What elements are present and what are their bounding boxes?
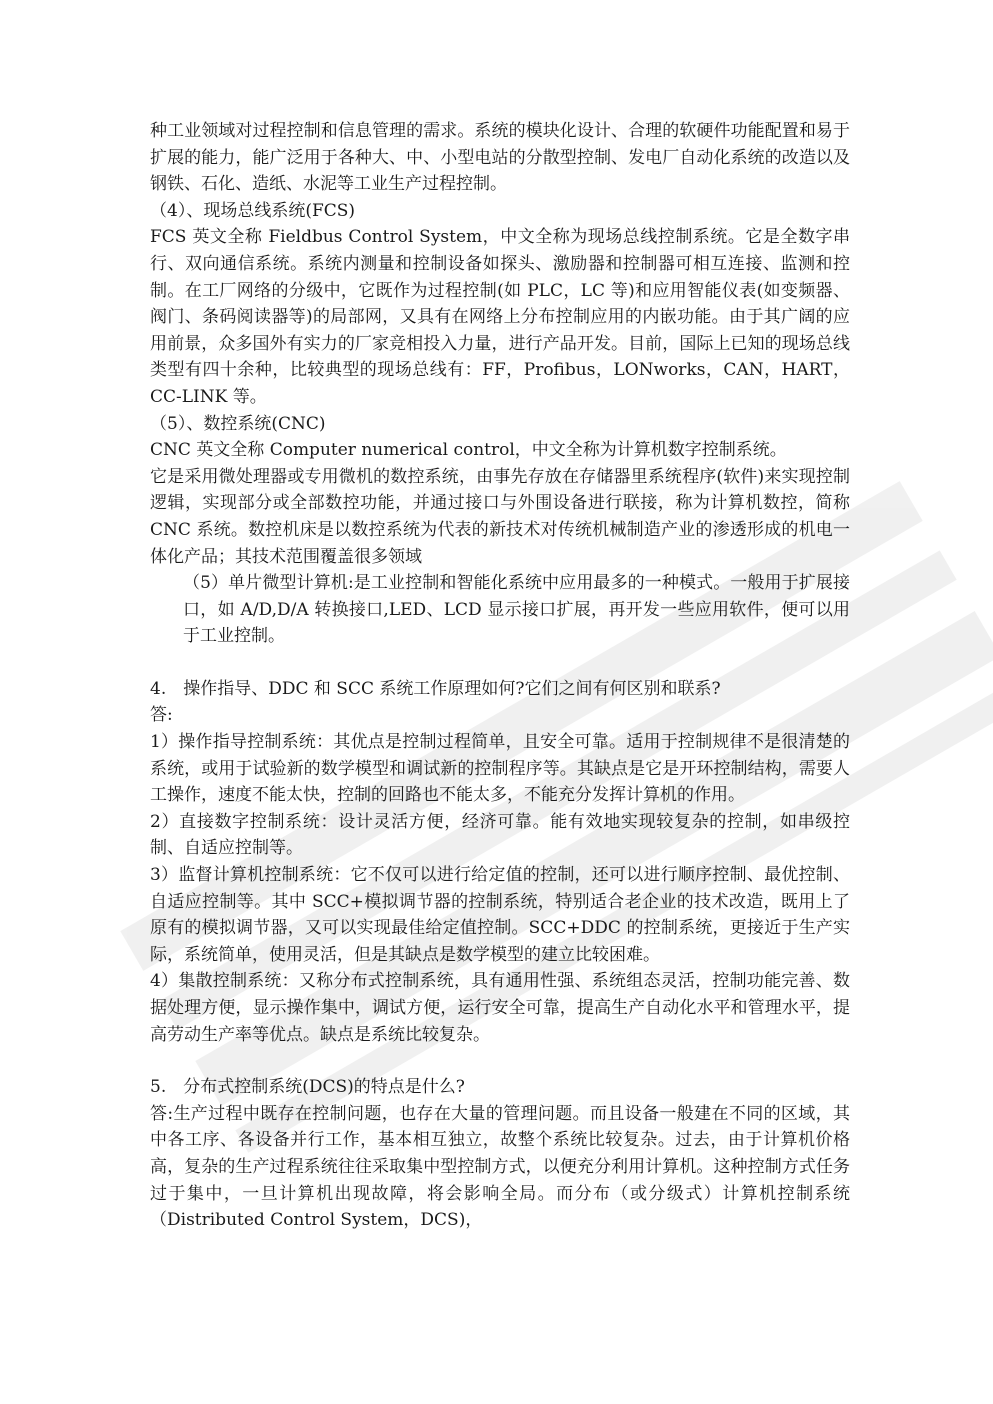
paragraph: 种工业领域对过程控制和信息管理的需求。系统的模块化设计、合理的软硬件功能配置和易于扩展的能力，能广泛用于各种大、中、小型电站的分散型控制、发电厂自动化系统的改造以及钢铁、石化、造纸、水泥等工业生产过程控制。 — [150, 121, 850, 195]
paragraph: FCS 英文全称 Fieldbus Control System，中文全称为现场总线控制系统。它是全数字串行、双向通信系统。系统内测量和控制设备如探头、激励器和控制器可相互连接、监测和控制。在工厂网络的分级中，它既作为过程控制(如 PLC，LC 等)和应用智能仪表(如变频器、阀门、条码阅读器等)的局部网，又具有在网络上分布控制应用的内嵌功能。由于其广阔的应用前景，众多国外有实力的厂家竞相投入力量，进行产品开发。目前，国际上已知的现场总线类型有四十余种，比较典型的现场总线有：FF，Profibus，LONworks，CAN，HART，CC-LINK 等。 — [150, 227, 850, 407]
paragraph: CNC 英文全称 Computer numerical control，中文全称为计算机数字控制系统。 — [150, 440, 787, 461]
question-heading: 5. 分布式控制系统(DCS)的特点是什么? — [150, 1077, 465, 1098]
blank-line — [150, 650, 850, 676]
paragraph: 4）集散控制系统：又称分布式控制系统，具有通用性强、系统组态灵活，控制功能完善、数据处理方便，显示操作集中，调试方便，运行安全可靠，提高生产自动化水平和管理水平，提高劳动生产率等优点。缺点是系统比较复杂。 — [150, 971, 850, 1045]
paragraph: 它是采用微处理器或专用微机的数控系统，由事先存放在存储器里系统程序(软件)来实现控制逻辑，实现部分或全部数控功能，并通过接口与外围设备进行联接，称为计算机数控，简称 CNC 系统。数控机床是以数控系统为代表的新技术对传统机械制造产业的渗透形成的机电一体化产品；其技术范围覆盖很多领域 — [150, 466, 850, 567]
blank-line — [150, 1048, 850, 1074]
paragraph: 3）监督计算机控制系统：它不仅可以进行给定值的控制，还可以进行顺序控制、最优控制、自适应控制等。其中 SCC+模拟调节器的控制系统，特别适合老企业的技术改造，既用上了原有的模拟调节器，又可以实现最佳给定值控制。SCC+DDC 的控制系统，更接近于生产实际，系统简单，使用灵活，但是其缺点是数学模型的建立比较困难。 — [150, 865, 850, 965]
question-heading: 4. 操作指导、DDC 和 SCC 系统工作原理如何?它们之间有何区别和联系? — [150, 678, 721, 699]
answer-label: 答: — [150, 705, 173, 726]
section-heading-cnc: （5）、数控系统(CNC) — [150, 413, 326, 434]
paragraph-indented: （5）单片微型计算机:是工业控制和智能化系统中应用最多的一种模式。一般用于扩展接口，如 A/D,D/A 转换接口,LED、LCD 显示接口扩展，再开发一些应用软件，便可以用于工业控制。 — [183, 573, 850, 647]
section-heading-fcs: （4）、现场总线系统(FCS) — [150, 200, 356, 221]
paragraph: 答:生产过程中既存在控制问题，也存在大量的管理问题。而且设备一般建在不同的区域，其中各工序、各设备并行工作，基本相互独立，故整个系统比较复杂。过去，由于计算机价格高，复杂的生产过程系统往往采取集中型控制方式，以便充分利用计算机。这种控制方式任务过于集中，一旦计算机出现故障，将会影响全局。而分布（或分级式）计算机控制系统（Distributed Control System，DCS)， — [150, 1103, 850, 1231]
paragraph: 1）操作指导控制系统：其优点是控制过程简单，且安全可靠。适用于控制规律不是很清楚的系统，或用于试验新的数学模型和调试新的控制程序等。其缺点是它是开环控制结构，需要人工操作，速度不能太快，控制的回路也不能太多，不能充分发挥计算机的作用。 — [150, 732, 850, 806]
paragraph: 2）直接数字控制系统：设计灵活方便，经济可靠。能有效地实现较复杂的控制，如串级控制、自适应控制等。 — [150, 811, 850, 859]
document-body — [150, 118, 850, 1234]
